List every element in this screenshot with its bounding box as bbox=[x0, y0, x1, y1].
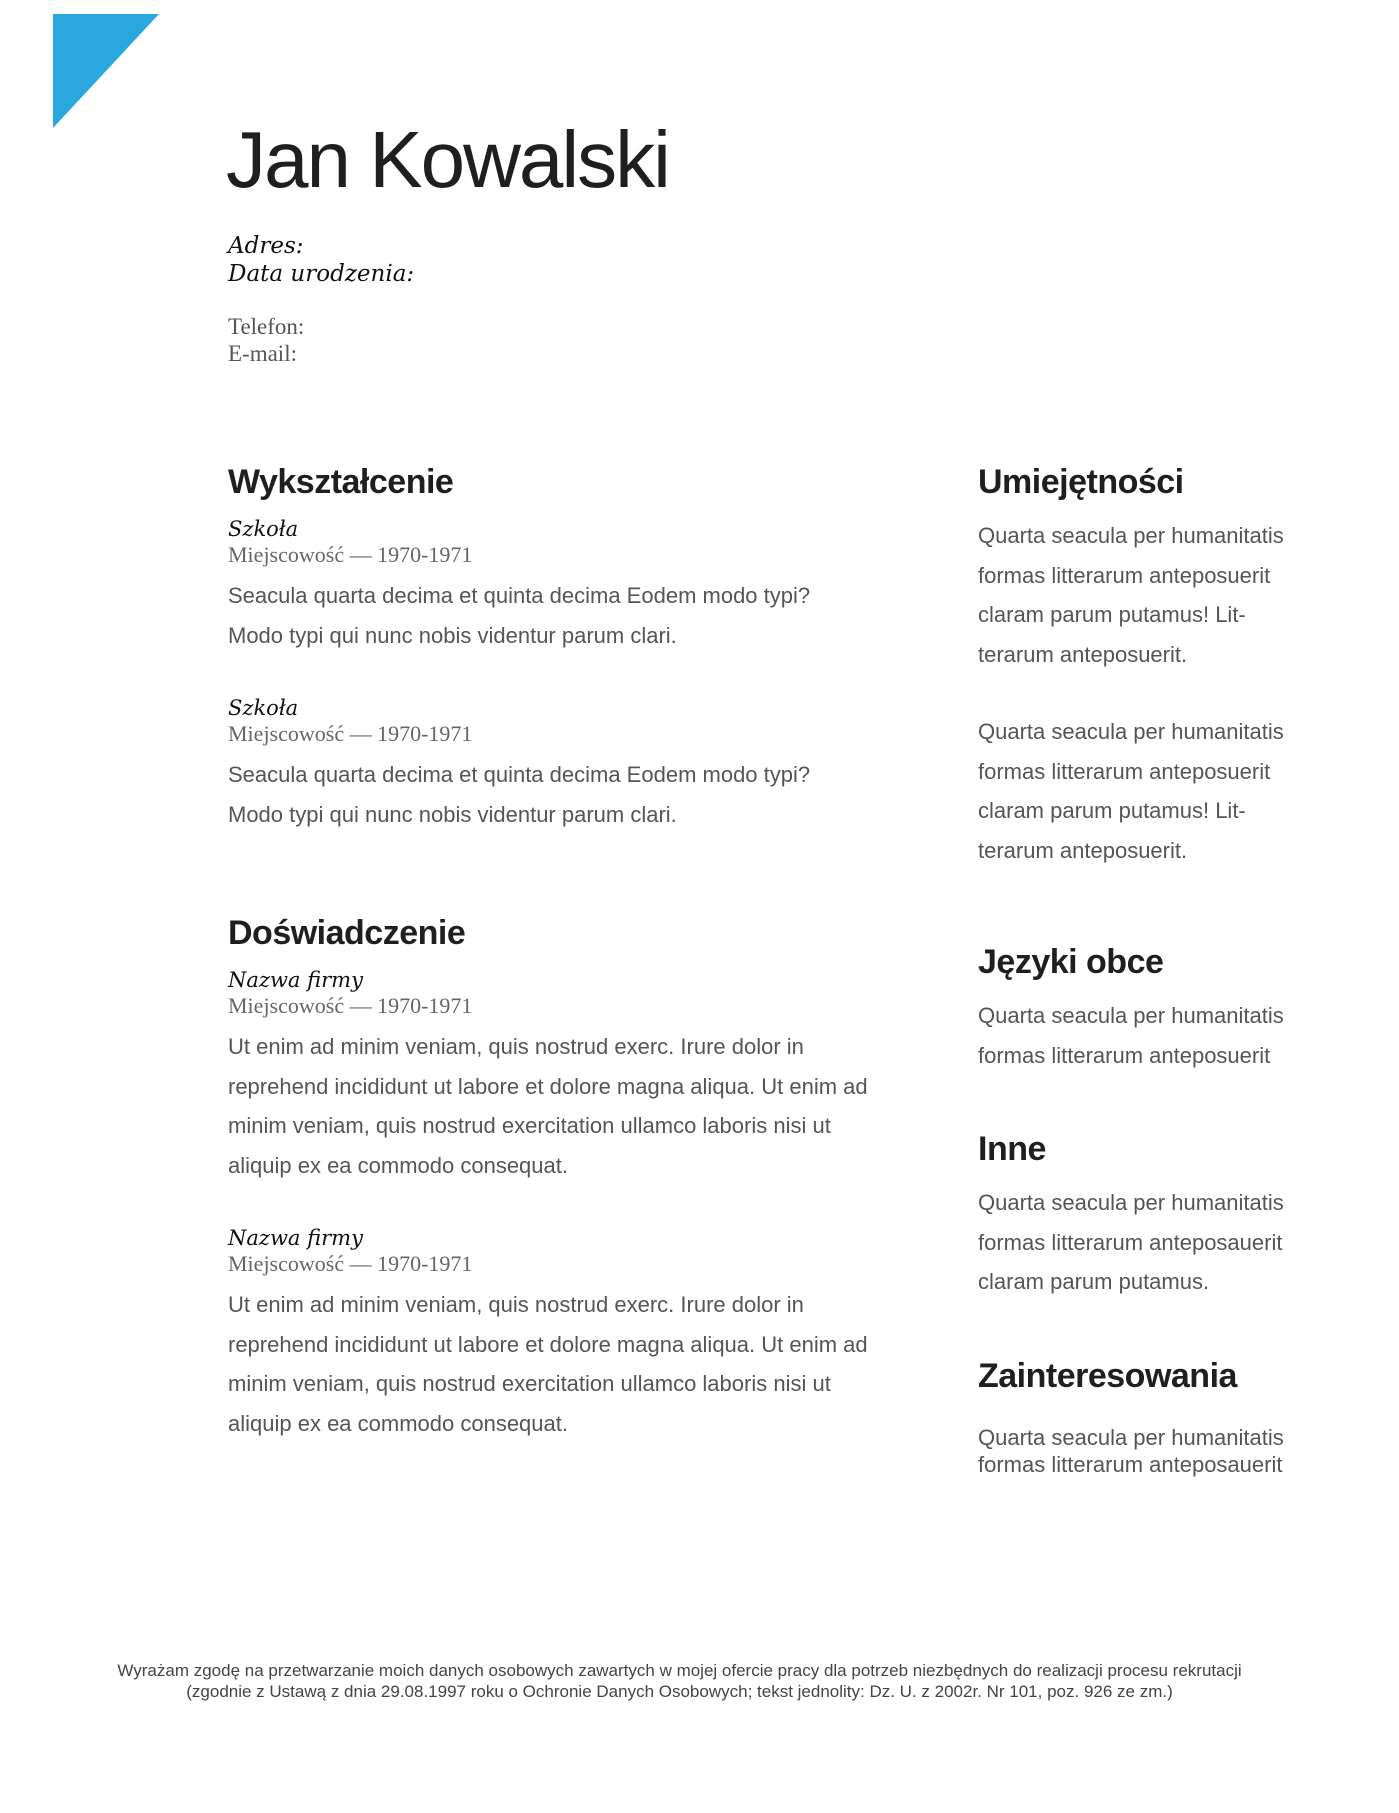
left-column bbox=[228, 460, 918, 1443]
entry-line: reprehend incididunt ut labore et dolore magna aliqua. Ut enim ad bbox=[228, 1073, 868, 1099]
skills-line: terarum anteposuerit. bbox=[978, 641, 1188, 667]
corner-triangle-decoration bbox=[53, 14, 159, 128]
other-text bbox=[978, 1183, 1338, 1302]
footer-line-2: (zgodnie z Ustawą z dnia 29.08.1997 roku o Ochronie Danych Osobowych; tekst jednolity: Dz. U. z 2002r. Nr 101, poz. 926 ze zm.) bbox=[186, 1682, 1173, 1701]
entry-subtitle: Miejscowość — 1970-1971 bbox=[228, 1251, 473, 1276]
interests-line: Quarta seacula per humanitatis bbox=[978, 1424, 1284, 1450]
entry-line: Ut enim ad minim veniam, quis nostrud exerc. Irure dolor in bbox=[228, 1292, 804, 1317]
languages-section bbox=[978, 940, 1338, 1075]
interests-line: formas litterarum anteposauerit bbox=[978, 1451, 1283, 1477]
interests-section bbox=[978, 1354, 1338, 1478]
entry-line: reprehend incididunt ut labore et dolore magna aliqua. Ut enim ad bbox=[228, 1331, 868, 1357]
skills-paragraph bbox=[978, 516, 1338, 674]
entry-line: minim veniam, quis nostrud exercitation ullamco laboris nisi ut bbox=[228, 1113, 831, 1138]
interests-text bbox=[978, 1424, 1338, 1478]
entry-line: Modo typi qui nunc nobis videntur parum clari. bbox=[228, 622, 677, 648]
entry-title: Szkoła bbox=[228, 517, 299, 541]
other-heading: Inne bbox=[978, 1130, 1046, 1168]
entry-description bbox=[228, 755, 918, 834]
education-heading: Wykształcenie bbox=[228, 463, 454, 501]
gdpr-consent-footer bbox=[0, 1660, 1359, 1702]
experience-entry bbox=[228, 1225, 918, 1443]
education-entry bbox=[228, 516, 918, 655]
contact-info bbox=[228, 313, 304, 367]
entry-line: Seacula quarta decima et quinta decima Eodem modo typi? bbox=[228, 583, 811, 608]
entry-title: Nazwa firmy bbox=[228, 968, 363, 992]
entry-line: Modo typi qui nunc nobis videntur parum clari. bbox=[228, 801, 677, 827]
skills-line: formas litterarum anteposuerit bbox=[978, 562, 1271, 588]
languages-heading: Języki obce bbox=[978, 943, 1164, 981]
languages-line: formas litterarum anteposuerit bbox=[978, 1042, 1271, 1068]
other-line: formas litterarum anteposauerit bbox=[978, 1229, 1283, 1255]
education-section bbox=[228, 460, 918, 834]
skills-line: terarum anteposuerit. bbox=[978, 837, 1188, 863]
entry-title: Szkoła bbox=[228, 696, 299, 720]
interests-heading: Zainteresowania bbox=[978, 1356, 1237, 1395]
entry-subtitle: Miejscowość — 1970-1971 bbox=[228, 993, 473, 1018]
skills-heading: Umiejętności bbox=[978, 463, 1184, 501]
skills-section bbox=[978, 460, 1338, 870]
other-section bbox=[978, 1127, 1338, 1302]
education-entry bbox=[228, 695, 918, 834]
experience-entry bbox=[228, 967, 918, 1185]
entry-description bbox=[228, 1027, 918, 1185]
entry-description bbox=[228, 1285, 918, 1443]
candidate-name: Jan Kowalski bbox=[226, 115, 669, 204]
skills-line: formas litterarum anteposuerit bbox=[978, 758, 1271, 784]
footer-line-1: Wyrażam zgodę na przetwarzanie moich danych osobowych zawartych w mojej ofercie pracy dla potrzeb niezbędnych do realizacji procesu rekrutacji bbox=[117, 1661, 1242, 1680]
entry-line: Ut enim ad minim veniam, quis nostrud exerc. Irure dolor in bbox=[228, 1034, 804, 1059]
skills-line: claram parum putamus! Lit- bbox=[978, 798, 1246, 823]
entry-subtitle: Miejscowość — 1970-1971 bbox=[228, 542, 473, 567]
skills-line: Quarta seacula per humanitatis bbox=[978, 719, 1284, 744]
other-line: Quarta seacula per humanitatis bbox=[978, 1190, 1284, 1215]
right-column bbox=[978, 460, 1338, 1478]
phone-label: Telefon: bbox=[228, 314, 305, 339]
entry-line: aliquip ex ea commodo consequat. bbox=[228, 1410, 568, 1436]
skills-line: Quarta seacula per humanitatis bbox=[978, 523, 1284, 548]
experience-section bbox=[228, 911, 918, 1443]
entry-description bbox=[228, 576, 918, 655]
entry-line: aliquip ex ea commodo consequat. bbox=[228, 1152, 568, 1178]
other-line: claram parum putamus. bbox=[978, 1269, 1210, 1294]
address-label: Adres: bbox=[228, 233, 304, 259]
email-label: E-mail: bbox=[228, 341, 297, 366]
entry-line: Seacula quarta decima et quinta decima Eodem modo typi? bbox=[228, 762, 811, 787]
entry-subtitle: Miejscowość — 1970-1971 bbox=[228, 721, 473, 746]
languages-line: Quarta seacula per humanitatis bbox=[978, 1003, 1284, 1028]
entry-line: minim veniam, quis nostrud exercitation ullamco laboris nisi ut bbox=[228, 1371, 831, 1396]
personal-info bbox=[228, 232, 414, 288]
skills-paragraph bbox=[978, 712, 1338, 870]
experience-heading: Doświadczenie bbox=[228, 914, 466, 952]
skills-line: claram parum putamus! Lit- bbox=[978, 602, 1246, 627]
languages-text bbox=[978, 996, 1338, 1075]
entry-title: Nazwa firmy bbox=[228, 1226, 363, 1250]
birthdate-label: Data urodzenia: bbox=[228, 261, 415, 287]
